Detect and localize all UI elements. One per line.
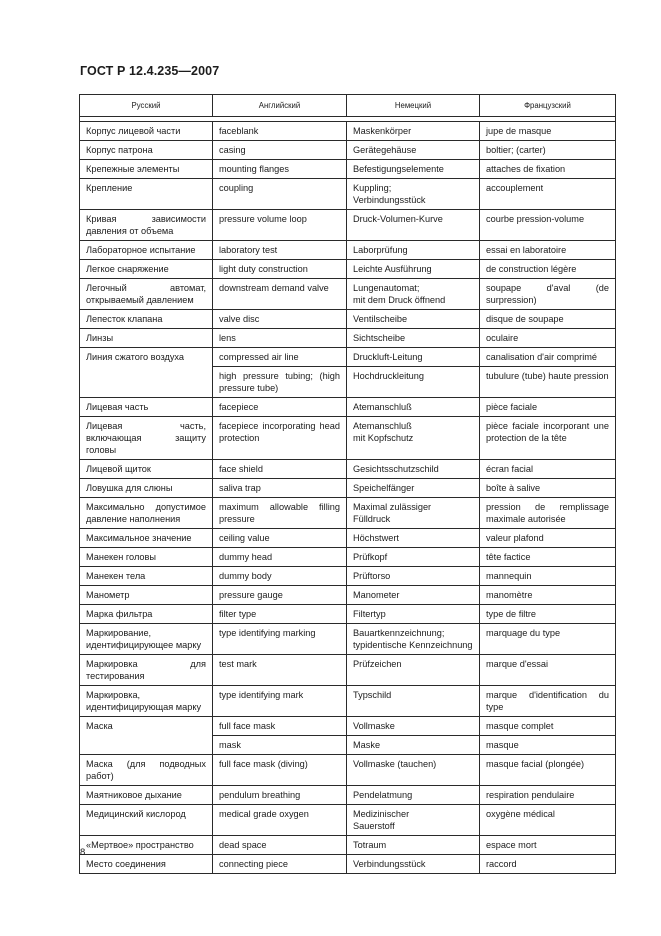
term-de: Bauartkennzeichnung; typidentische Kennzeichnung xyxy=(347,624,480,655)
term-en: laboratory test xyxy=(213,241,347,260)
table-row xyxy=(80,279,616,310)
term-ru: Лепесток клапана xyxy=(80,310,213,329)
table-row xyxy=(80,310,616,329)
table-row xyxy=(80,686,616,717)
term-de: Höchstwert xyxy=(347,529,480,548)
term-ru: Маска (для подводных работ) xyxy=(80,755,213,786)
term-fr: tête factice xyxy=(480,548,616,567)
term-de: Prüftorso xyxy=(347,567,480,586)
term-ru: Манекен тела xyxy=(80,567,213,586)
table-body xyxy=(80,117,616,874)
term-de: Maximal zulässiger Fülldruck xyxy=(347,498,480,529)
header-english: Английский xyxy=(213,95,347,117)
term-fr: tubulure (tube) haute pression xyxy=(480,367,616,398)
term-ru: Крепление xyxy=(80,179,213,210)
term-ru: Маска xyxy=(80,717,213,755)
term-ru: Маркирование, идентифицирующее марку xyxy=(80,624,213,655)
term-fr: courbe pression-volume xyxy=(480,210,616,241)
term-ru: Максимальное значение xyxy=(80,529,213,548)
term-en: compressed air line xyxy=(213,348,347,367)
term-fr: essai en laboratoire xyxy=(480,241,616,260)
term-de: Druckluft-Leitung xyxy=(347,348,480,367)
term-fr: boîte à salive xyxy=(480,479,616,498)
term-ru: Марка фильтра xyxy=(80,605,213,624)
header-german: Немецкий xyxy=(347,95,480,117)
term-ru: Медицинский кислород xyxy=(80,805,213,836)
term-fr: marque d'identification du type xyxy=(480,686,616,717)
term-fr: raccord xyxy=(480,855,616,874)
header-french: Французский xyxy=(480,95,616,117)
term-de: Atemanschluß xyxy=(347,398,480,417)
term-fr: accouplement xyxy=(480,179,616,210)
term-de: Leichte Ausführung xyxy=(347,260,480,279)
term-de: Gerätegehäuse xyxy=(347,141,480,160)
table-row xyxy=(80,122,616,141)
term-en: test mark xyxy=(213,655,347,686)
term-en: facepiece xyxy=(213,398,347,417)
term-de: Manometer xyxy=(347,586,480,605)
table-row xyxy=(80,241,616,260)
table-row xyxy=(80,479,616,498)
term-ru: Корпус патрона xyxy=(80,141,213,160)
term-de: Laborprüfung xyxy=(347,241,480,260)
term-en: casing xyxy=(213,141,347,160)
term-en: pendulum breathing xyxy=(213,786,347,805)
term-fr: marque d'essai xyxy=(480,655,616,686)
term-ru: Лицевой щиток xyxy=(80,460,213,479)
term-ru: Маятниковое дыхание xyxy=(80,786,213,805)
term-en: filter type xyxy=(213,605,347,624)
table-row xyxy=(80,548,616,567)
term-de: Druck-Volumen-Kurve xyxy=(347,210,480,241)
table-header xyxy=(80,95,616,117)
table-row xyxy=(80,329,616,348)
term-en: full face mask (diving) xyxy=(213,755,347,786)
term-fr: oculaire xyxy=(480,329,616,348)
term-en: mask xyxy=(213,736,347,755)
term-fr: valeur plafond xyxy=(480,529,616,548)
term-en: full face mask xyxy=(213,717,347,736)
term-en: facepiece incorporating head protection xyxy=(213,417,347,460)
term-en: ceiling value xyxy=(213,529,347,548)
term-fr: pression de remplissage maximale autorisée xyxy=(480,498,616,529)
table-row xyxy=(80,348,616,367)
term-en: valve disc xyxy=(213,310,347,329)
term-fr: soupape d'aval (de surpression) xyxy=(480,279,616,310)
term-en: type identifying marking xyxy=(213,624,347,655)
term-fr: masque facial (plongée) xyxy=(480,755,616,786)
term-en: downstream demand valve xyxy=(213,279,347,310)
term-en: maximum allowable filling pressure xyxy=(213,498,347,529)
term-ru: Легочный автомат, открываемый давлением xyxy=(80,279,213,310)
table-row xyxy=(80,755,616,786)
term-de: Verbindungsstück xyxy=(347,855,480,874)
term-en: dummy head xyxy=(213,548,347,567)
term-en: coupling xyxy=(213,179,347,210)
term-en: high pressure tubing; (high pressure tube) xyxy=(213,367,347,398)
term-fr: manomètre xyxy=(480,586,616,605)
term-fr: marquage du type xyxy=(480,624,616,655)
table-row xyxy=(80,836,616,855)
term-en: medical grade oxygen xyxy=(213,805,347,836)
term-ru: Кривая зависимости давления от объема xyxy=(80,210,213,241)
header-russian: Русский xyxy=(80,95,213,117)
table-row xyxy=(80,605,616,624)
term-fr: canalisation d'air comprimé xyxy=(480,348,616,367)
term-de: Maskenkörper xyxy=(347,122,480,141)
term-de: Pendelatmung xyxy=(347,786,480,805)
table-row xyxy=(80,717,616,736)
table-row xyxy=(80,855,616,874)
term-de: Ventilscheibe xyxy=(347,310,480,329)
term-de: Vollmaske (tauchen) xyxy=(347,755,480,786)
term-fr: écran facial xyxy=(480,460,616,479)
term-ru: Лицевая часть, включающая защиту головы xyxy=(80,417,213,460)
term-de: Prüfkopf xyxy=(347,548,480,567)
terminology-table xyxy=(79,94,616,874)
term-en: faceblank xyxy=(213,122,347,141)
term-en: pressure volume loop xyxy=(213,210,347,241)
table-row xyxy=(80,586,616,605)
term-en: lens xyxy=(213,329,347,348)
table-row xyxy=(80,498,616,529)
term-de: Atemanschluß mit Kopfschutz xyxy=(347,417,480,460)
term-ru: Линия сжатого воздуха xyxy=(80,348,213,398)
term-de: Medizinischer Sauerstoff xyxy=(347,805,480,836)
term-ru: Корпус лицевой части xyxy=(80,122,213,141)
table-row xyxy=(80,624,616,655)
term-fr: masque complet xyxy=(480,717,616,736)
table-row xyxy=(80,160,616,179)
term-ru: Лицевая часть xyxy=(80,398,213,417)
term-en: mounting flanges xyxy=(213,160,347,179)
term-de: Maske xyxy=(347,736,480,755)
term-fr: boltier; (carter) xyxy=(480,141,616,160)
term-fr: respiration pendulaire xyxy=(480,786,616,805)
header-row xyxy=(80,95,616,117)
term-fr: masque xyxy=(480,736,616,755)
term-ru: «Мертвое» пространство xyxy=(80,836,213,855)
term-ru: Манекен головы xyxy=(80,548,213,567)
term-ru: Место соединения xyxy=(80,855,213,874)
term-en: light duty construction xyxy=(213,260,347,279)
term-ru: Манометр xyxy=(80,586,213,605)
term-de: Sichtscheibe xyxy=(347,329,480,348)
term-en: connecting piece xyxy=(213,855,347,874)
table-row xyxy=(80,529,616,548)
term-fr: oxygène médical xyxy=(480,805,616,836)
term-de: Speichelfänger xyxy=(347,479,480,498)
term-de: Befestigungselemente xyxy=(347,160,480,179)
table-row xyxy=(80,567,616,586)
table-row xyxy=(80,786,616,805)
term-fr: pièce faciale xyxy=(480,398,616,417)
term-ru: Маркировка для тестирования xyxy=(80,655,213,686)
table-row xyxy=(80,417,616,460)
document-title: ГОСТ Р 12.4.235—2007 xyxy=(80,64,220,78)
term-ru: Маркировка, идентифицирующая марку xyxy=(80,686,213,717)
table-row xyxy=(80,805,616,836)
term-de: Lungenautomat; mit dem Druck öffnend xyxy=(347,279,480,310)
term-en: type identifying mark xyxy=(213,686,347,717)
term-fr: disque de soupape xyxy=(480,310,616,329)
table-row xyxy=(80,655,616,686)
term-fr: espace mort xyxy=(480,836,616,855)
term-ru: Крепежные элементы xyxy=(80,160,213,179)
term-fr: de construction légère xyxy=(480,260,616,279)
table-row xyxy=(80,460,616,479)
term-ru: Легкое снаряжение xyxy=(80,260,213,279)
term-en: dummy body xyxy=(213,567,347,586)
term-de: Prüfzeichen xyxy=(347,655,480,686)
term-fr: type de filtre xyxy=(480,605,616,624)
page-number: 8 xyxy=(80,847,86,858)
term-en: face shield xyxy=(213,460,347,479)
table-row xyxy=(80,179,616,210)
term-en: saliva trap xyxy=(213,479,347,498)
term-de: Typschild xyxy=(347,686,480,717)
term-ru: Ловушка для слюны xyxy=(80,479,213,498)
term-de: Filtertyp xyxy=(347,605,480,624)
table-row xyxy=(80,398,616,417)
term-de: Hochdruckleitung xyxy=(347,367,480,398)
term-ru: Максимально допустимое давление наполнения xyxy=(80,498,213,529)
term-de: Gesichtsschutzschild xyxy=(347,460,480,479)
term-fr: pièce faciale incorporant une protection de la tête xyxy=(480,417,616,460)
term-en: dead space xyxy=(213,836,347,855)
term-de: Vollmaske xyxy=(347,717,480,736)
term-en: pressure gauge xyxy=(213,586,347,605)
term-ru: Линзы xyxy=(80,329,213,348)
table-row xyxy=(80,141,616,160)
term-de: Totraum xyxy=(347,836,480,855)
term-fr: mannequin xyxy=(480,567,616,586)
term-fr: jupe de masque xyxy=(480,122,616,141)
table-row xyxy=(80,210,616,241)
term-de: Kuppling; Verbindungsstück xyxy=(347,179,480,210)
term-ru: Лабораторное испытание xyxy=(80,241,213,260)
table-row xyxy=(80,260,616,279)
term-fr: attaches de fixation xyxy=(480,160,616,179)
